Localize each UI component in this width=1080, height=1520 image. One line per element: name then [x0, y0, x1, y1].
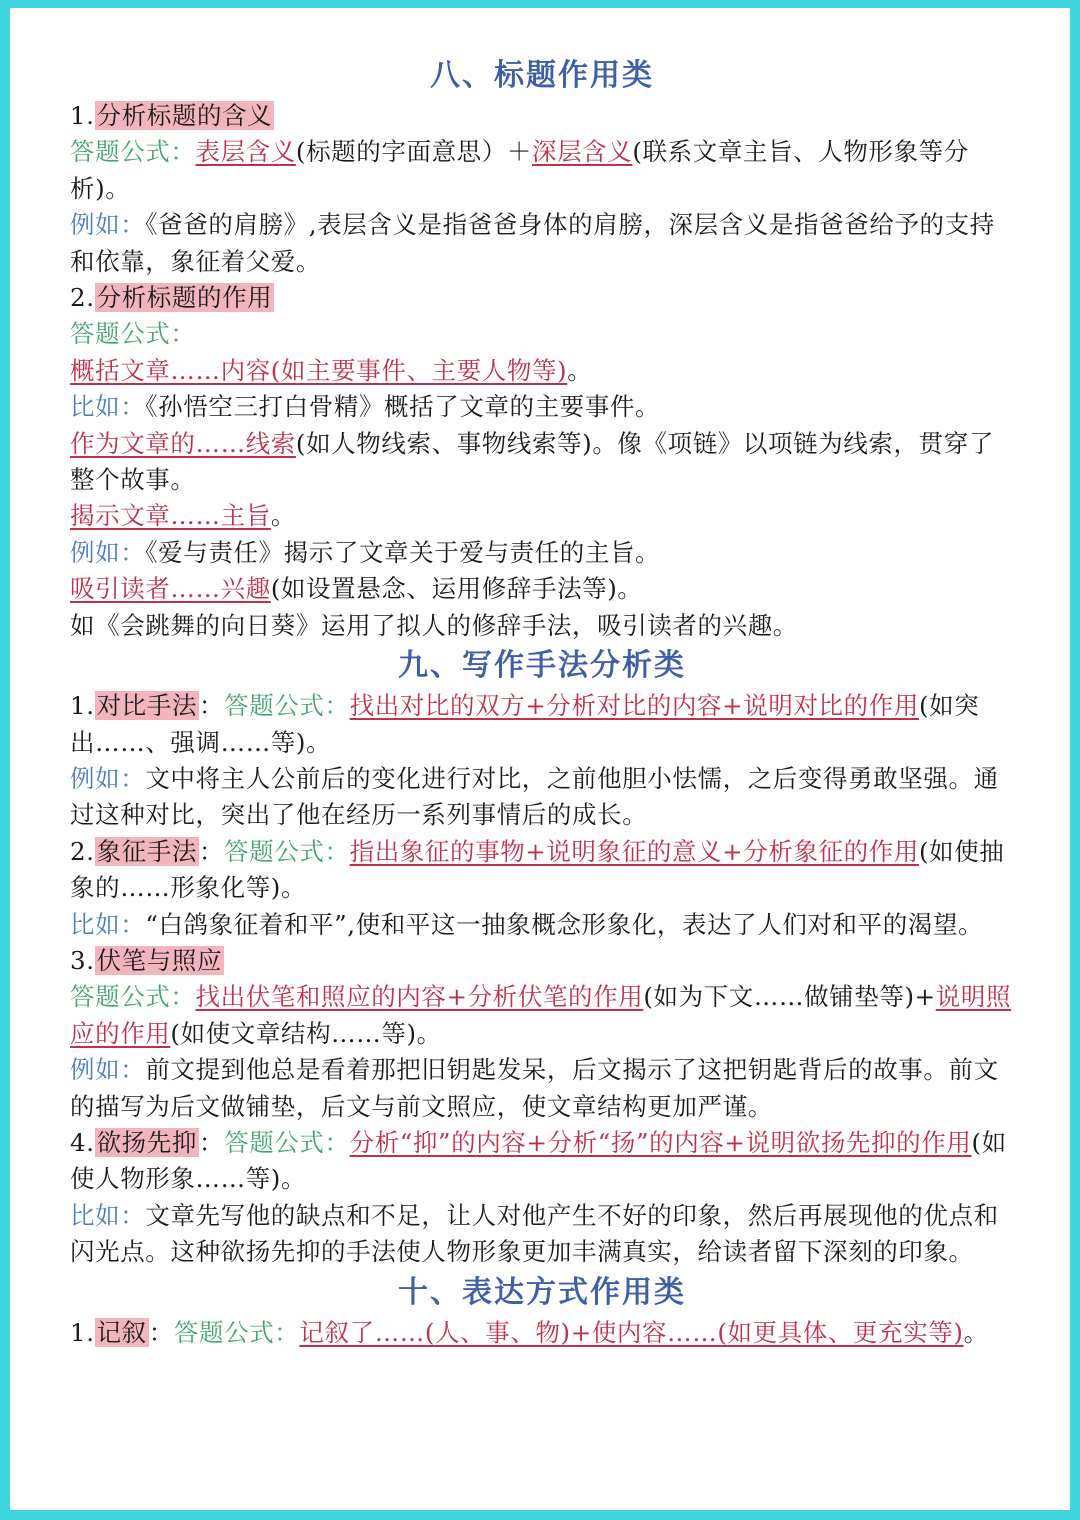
- section-title-8: 八、标题作用类: [430, 58, 654, 93]
- s8-example-2: 比如：《孙悟空三打白骨精》概括了文章的主要事件。: [70, 392, 661, 422]
- s9-item-2: 2.象征手法：答题公式：指出象征的事物+说明象征的意义+分析象征的作用(如使抽象的……形象化等)。: [70, 836, 1005, 903]
- section-title-9: 九、写作手法分析类: [398, 648, 686, 684]
- s8-example-4: 如《会跳舞的向日葵》运用了拟人的修辞手法，吸引读者的兴趣。: [70, 610, 798, 640]
- document-page: [10, 8, 1070, 1510]
- s9-item-1: 1.对比手法：答题公式：找出对比的双方+分析对比的内容+说明对比的作用(如突出……、强调……等)。: [70, 691, 980, 757]
- s8-example-1: 例如：《爸爸的肩膀》,表层含义是指爸爸身体的肩膀，深层含义是指爸爸给予的支持和依靠，象征着父爱。: [70, 210, 995, 276]
- s8-point-4: 吸引读者……兴趣(如设置悬念、运用修辞手法等)。: [70, 574, 643, 604]
- s9-example-2: 比如：“白鸽象征着和平”,使和平这一抽象概念形象化，表达了人们对和平的渴望。: [70, 909, 984, 939]
- s9-item-3-formula: 答题公式：找出伏笔和照应的内容+分析伏笔的作用(如为下文……做铺垫等)+说明照应的作用(如使文章结构……等)。: [70, 982, 1012, 1048]
- s8-heading-1: 1.分析标题的含义: [70, 101, 273, 130]
- s10-item-1: 1.记叙：答题公式：记叙了……(人、事、物)+使内容……(如更具体、更充实等)。: [70, 1317, 989, 1347]
- s8-example-3: 例如：《爱与责任》揭示了文章关于爱与责任的主旨。: [70, 537, 661, 567]
- s8-point-3: 揭示文章……主旨。: [70, 501, 296, 531]
- s8-heading-2: 2.分析标题的作用: [70, 283, 273, 313]
- s9-example-4: 比如：文章先写他的缺点和不足，让人对他产生不好的印象，然后再展现他的优点和闪光点。这种欲扬先抑的手法使人物形象更加丰满真实，给读者留下深刻的印象。: [70, 1200, 999, 1267]
- s8-point-1: 概括文章……内容(如主要事件、主要人物等)。: [70, 355, 593, 385]
- s9-example-3: 例如：前文提到他总是看着那把旧钥匙发呆，后文揭示了这把钥匙背后的故事。前文的描写为后文做铺垫，后文与前文照应，使文章结构更加严谨。: [70, 1055, 999, 1121]
- s9-example-1: 例如：文中将主人公前后的变化进行对比，之前他胆小怯懦，之后变得勇敢坚强。通过这种对比，突出了他在经历一系列事情后的成长。: [70, 763, 999, 830]
- s8-formula-2-label: 答题公式：: [70, 319, 196, 349]
- section-title-10: 十、表达方式作用类: [398, 1274, 686, 1310]
- s8-point-2: 作为文章的……线索(如人物线索、事物线索等)。像《项链》以项链为线索，贯穿了整个故事。: [70, 428, 994, 495]
- s9-item-3-heading: 3.伏笔与照应: [70, 945, 223, 975]
- s8-formula-1: 答题公式：表层含义(标题的字面意思）＋深层含义(联系文章主旨、人物形象等分析)。: [70, 137, 969, 203]
- s9-item-4: 4.欲扬先抑：答题公式：分析“抑”的内容+分析“扬”的内容+说明欲扬先抑的作用(如使人物形象……等)。: [70, 1127, 1007, 1194]
